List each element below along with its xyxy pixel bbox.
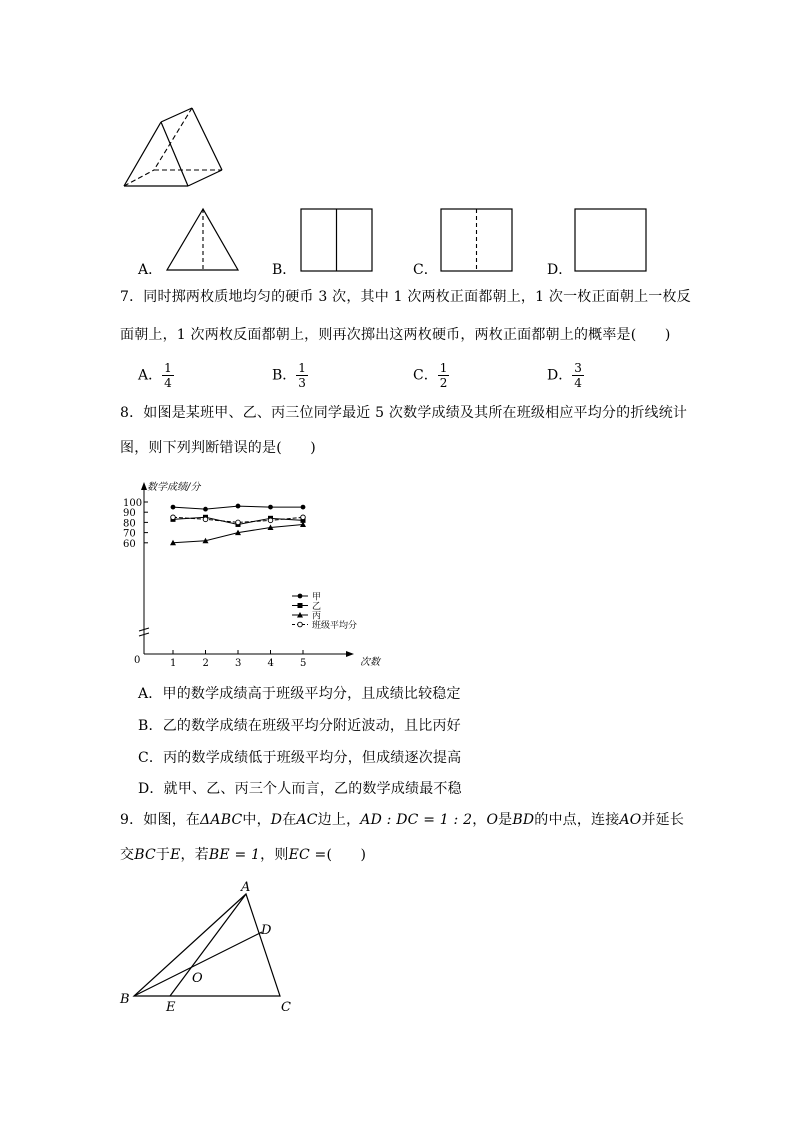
q9-text: ，若 <box>180 847 209 863</box>
x-tick-label: 4 <box>267 658 274 669</box>
q9-math: EC = <box>288 847 327 863</box>
q9-text: 交 <box>120 847 135 863</box>
q7-option-d-fraction <box>572 361 584 390</box>
series-1 <box>171 504 306 512</box>
q8-option-b[interactable]: B．乙的数学成绩在班级平均分附近波动，且比丙好 <box>138 718 461 734</box>
legend-label: 丙 <box>312 611 322 622</box>
q9-math: AC <box>296 812 318 828</box>
q8-stem-line2: 图，则下列判断错误的是( ) <box>120 440 316 456</box>
q7-option-a-letter: A． <box>138 367 163 384</box>
y-axis-label: 数学成绩/分 <box>147 482 201 493</box>
legend-marker <box>298 594 303 599</box>
point-b-label: B <box>120 992 130 1007</box>
series-4 <box>171 515 306 525</box>
legend-label: 乙 <box>312 602 322 612</box>
q9-text: 并延长 <box>641 812 685 828</box>
q9-text: ， <box>472 812 487 828</box>
data-point <box>203 507 208 512</box>
q9-math: E <box>170 847 181 863</box>
q9-text: 边上， <box>317 812 361 828</box>
q7-option-d-den: 4 <box>574 376 582 390</box>
data-point <box>301 505 306 510</box>
q9-text: 是 <box>498 812 513 828</box>
q9-math: D <box>270 812 283 828</box>
x-tick-label: 1 <box>170 658 177 669</box>
q9-stem-line2 <box>120 845 366 865</box>
q9-text: ，则 <box>260 847 289 863</box>
legend-label: 甲 <box>312 592 322 603</box>
q7-option-d-num: 3 <box>574 361 582 375</box>
q9-math: AD : DC = 1 : 2 <box>360 812 473 828</box>
y-tick-label: 80 <box>123 518 136 530</box>
x-axis-label: 次数 <box>360 657 380 668</box>
y-tick-label: 70 <box>123 528 136 540</box>
data-point <box>236 504 241 509</box>
triangle-figure <box>112 880 312 1020</box>
q7-stem-line2: 面朝上，1 次两枚反面都朝上，则再次掷出这两枚硬币，两枚正面都朝上的概率是( ) <box>120 327 671 343</box>
q9-math: ΔABC <box>200 812 243 828</box>
data-point <box>203 517 208 522</box>
q7-option-c-den: 2 <box>439 376 448 390</box>
x-tick-label: 2 <box>202 658 209 669</box>
q7-option-b[interactable] <box>272 361 308 390</box>
point-e-label: E <box>166 1000 176 1015</box>
q6-option-d-label[interactable]: D． <box>547 262 573 278</box>
prism-figure <box>118 104 230 192</box>
q7-option-c[interactable] <box>413 361 449 390</box>
q6-option-b-figure <box>300 208 374 272</box>
q9-stem-line1 <box>120 810 684 830</box>
q9-text: 9．如图，在 <box>120 812 201 828</box>
q6-option-c-label[interactable]: C． <box>413 262 438 278</box>
q6-option-a-label[interactable]: A． <box>138 262 163 278</box>
q9-text: 的中点，连接 <box>534 812 620 828</box>
q7-option-a-fraction <box>162 361 174 390</box>
q7-stem-line1: 7．同时掷两枚质地均匀的硬币 3 次，其中 1 次两枚正面都朝上，1 次一枚正面朝上一枚反 <box>120 289 691 305</box>
data-point <box>301 515 306 520</box>
q9-math: BE = 1 <box>208 847 261 863</box>
point-d-label: D <box>261 923 272 938</box>
legend-label: 班级平均分 <box>312 621 358 631</box>
q9-text: 于 <box>155 847 171 863</box>
q8-option-c[interactable]: C．丙的数学成绩低于班级平均分，但成绩逐次提高 <box>138 750 462 766</box>
point-c-label: C <box>281 1000 291 1015</box>
q8-option-d[interactable]: D．就甲、乙、丙三个人而言，乙的数学成绩最不稳 <box>138 781 462 797</box>
q9-text: 在 <box>282 812 297 828</box>
q7-option-b-den: 3 <box>298 376 306 390</box>
y-tick-label: 90 <box>123 508 136 520</box>
q6-option-c-figure <box>440 208 514 272</box>
data-point <box>236 520 241 525</box>
x-axis-arrow <box>346 651 354 657</box>
q6-option-b-label[interactable]: B． <box>272 262 297 278</box>
y-tick-label: 60 <box>123 538 136 550</box>
q9-text: 中， <box>242 812 271 828</box>
q7-option-a-den: 4 <box>164 376 172 390</box>
q7-option-a[interactable] <box>138 361 174 390</box>
data-point <box>268 505 273 510</box>
q6-option-a-figure <box>165 207 241 273</box>
point-o-label: O <box>192 971 203 986</box>
q7-option-b-letter: B． <box>272 367 297 384</box>
q8-option-a[interactable]: A．甲的数学成绩高于班级平均分，且成绩比较稳定 <box>138 686 461 702</box>
q7-option-c-fraction <box>438 361 450 390</box>
point-a-label: A <box>241 880 251 895</box>
q7-option-c-letter: C． <box>413 367 438 384</box>
legend-marker <box>298 622 303 627</box>
q7-option-d-letter: D． <box>547 367 573 384</box>
q7-option-b-fraction <box>296 361 308 390</box>
x-tick-label: 3 <box>235 658 242 669</box>
data-point <box>171 505 176 510</box>
q9-math: AO <box>619 812 642 828</box>
q8-stem-line1: 8．如图是某班甲、乙、丙三位同学最近 5 次数学成绩及其所在班级相应平均分的折线统计 <box>120 405 688 421</box>
q9-math: BD <box>512 812 535 828</box>
q7-option-a-num: 1 <box>164 361 172 375</box>
line-chart <box>120 474 390 672</box>
data-point <box>171 515 176 520</box>
q9-math: BC <box>134 847 156 863</box>
q9-text: ( ) <box>326 847 367 863</box>
q7-option-b-num: 1 <box>298 361 306 375</box>
q6-option-d-figure <box>574 208 648 272</box>
legend-marker <box>298 603 303 608</box>
q7-option-d[interactable] <box>547 361 584 390</box>
x-origin-label: 0 <box>134 655 141 666</box>
x-tick-label: 5 <box>300 658 307 669</box>
y-tick-label: 100 <box>123 498 143 509</box>
q7-option-c-num: 1 <box>439 361 448 375</box>
q9-math: O <box>486 812 499 828</box>
data-point <box>268 518 273 523</box>
